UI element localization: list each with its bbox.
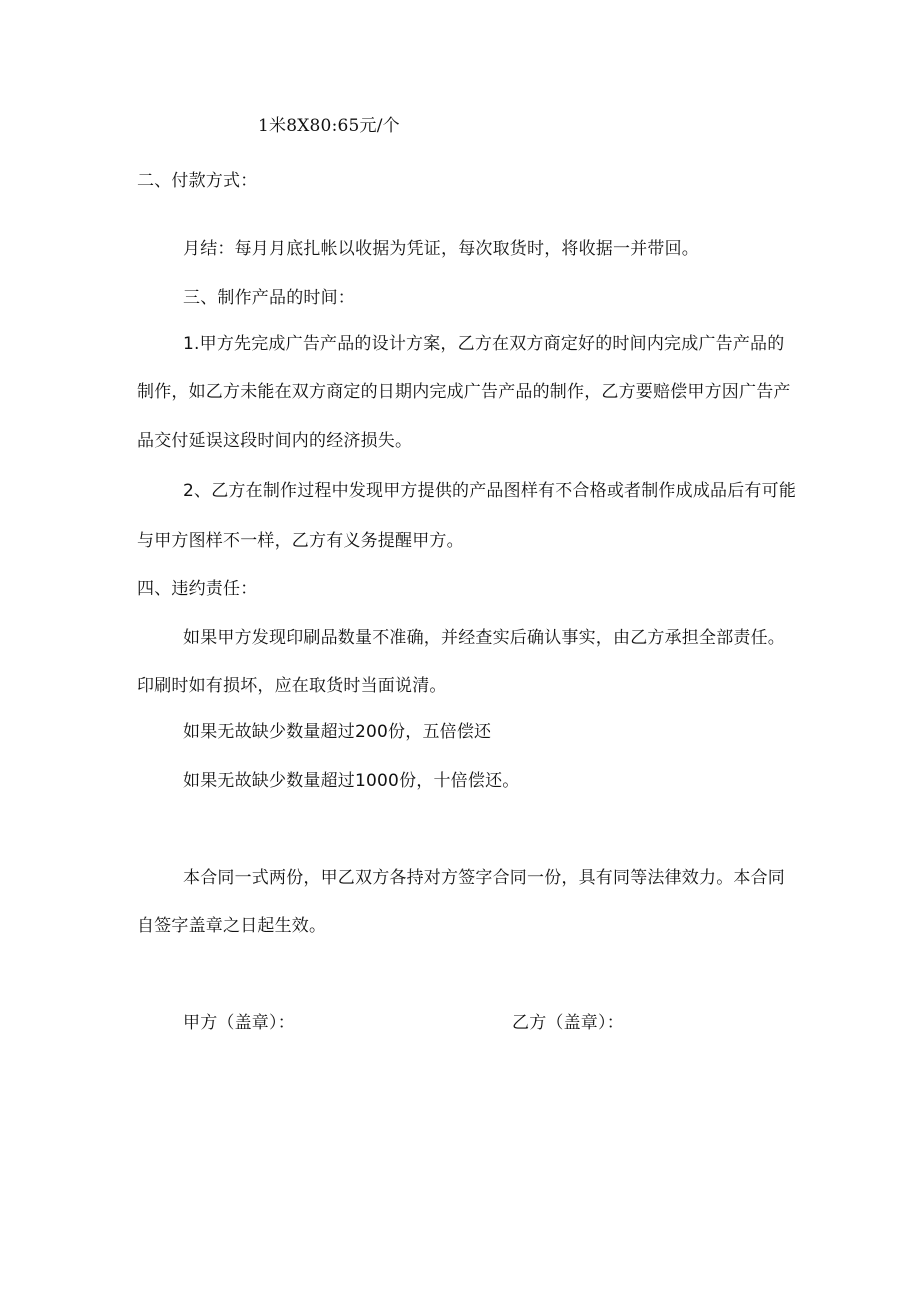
liability-line1: 如果甲方发现印刷品数量不准确，并经查实后确认事实，由乙方承担全部责任。 [183, 628, 785, 648]
contract-line1: 本合同一式两份，甲乙双方各持对方签字合同一份，具有同等法律效力。本合同 [183, 868, 785, 888]
price-line: 1米8X80:65元/个 [258, 116, 400, 136]
party-a-signature-label: 甲方（盖章）： [183, 1013, 295, 1033]
production-item1-line3: 品交付延误这段时间内的经济损失。 [137, 431, 413, 451]
production-item1-line1: 1.甲方先完成广告产品的设计方案，乙方在双方商定好的时间内完成广告产品的 [183, 334, 785, 354]
liability-heading: 四、违约责任： [137, 579, 258, 599]
payment-heading: 二、付款方式： [137, 171, 258, 191]
liability-line2: 印刷时如有损坏，应在取货时当面说清。 [137, 676, 447, 696]
production-heading: 三、制作产品的时间： [183, 288, 355, 308]
production-item2-line1: 2、乙方在制作过程中发现甲方提供的产品图样有不合格或者制作成成品后有可能 [183, 481, 797, 501]
liability-line4: 如果无故缺少数量超过1000份，十倍偿还。 [183, 771, 520, 791]
contract-line2: 自签字盖章之日起生效。 [137, 916, 327, 936]
production-item1-line2: 制作，如乙方未能在双方商定的日期内完成广告产品的制作，乙方要赔偿甲方因广告产 [137, 382, 791, 402]
payment-text: 月结：每月月底扎帐以收据为凭证，每次取货时，将收据一并带回。 [183, 239, 699, 259]
party-b-signature-label: 乙方（盖章）： [512, 1013, 624, 1033]
liability-line3: 如果无故缺少数量超过200份，五倍偿还 [183, 722, 492, 742]
production-item2-line2: 与甲方图样不一样，乙方有义务提醒甲方。 [137, 531, 464, 551]
